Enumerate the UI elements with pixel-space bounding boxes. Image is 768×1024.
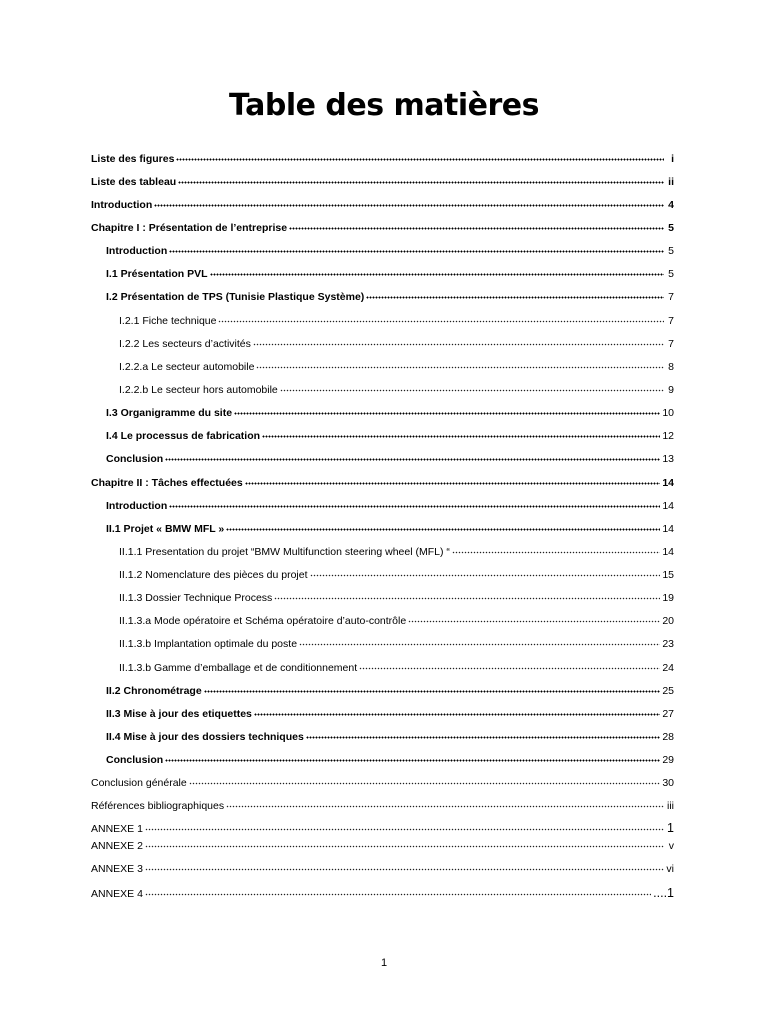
toc-entry-ii-3[interactable] xyxy=(106,701,674,720)
toc-entry-label: Liste des figures xyxy=(91,153,175,165)
toc-entry-page: 9 xyxy=(668,384,674,396)
dot-leader xyxy=(245,470,661,486)
dot-leader xyxy=(169,493,660,509)
toc-entry-i-2-2-b[interactable] xyxy=(119,377,674,396)
toc-entry-label: II.1.3.b Gamme d’emballage et de conditionnement xyxy=(119,662,358,674)
toc-entry-page: vi xyxy=(666,863,674,875)
toc-entry-page: 14 xyxy=(662,523,674,535)
toc-entry-ii-1-3-b-gamme[interactable] xyxy=(119,655,674,674)
toc-entry-page: 5 xyxy=(668,222,674,234)
toc-entry-label: I.4 Le processus de fabrication xyxy=(106,430,261,442)
toc-entry-label: I.2.1 Fiche technique xyxy=(119,315,217,327)
toc-entry-annexe-2[interactable] xyxy=(91,833,674,852)
toc-entry-i-3[interactable] xyxy=(106,400,674,419)
toc-entry-references[interactable] xyxy=(91,793,674,812)
toc-entry-page: v xyxy=(668,840,674,852)
toc-entry-label: Références bibliographiques xyxy=(91,800,225,812)
dot-leader xyxy=(204,678,661,694)
toc-entry-label: II.4 Mise à jour des dossiers techniques xyxy=(106,731,304,743)
toc-entry-ii-1[interactable] xyxy=(106,516,674,535)
toc-entry-label: Conclusion xyxy=(106,453,164,465)
toc-entry-label: Introduction xyxy=(106,245,168,257)
toc-entry-annexe-3[interactable] xyxy=(91,856,674,875)
toc-entry-label: I.2 Présentation de TPS (Tunisie Plastique Système) xyxy=(106,291,365,303)
toc-entry-i-4[interactable] xyxy=(106,423,674,442)
dot-leader xyxy=(210,261,664,277)
toc-entry-label: II.1.1 Presentation du projet “BMW Multifunction steering wheel (MFL) “ xyxy=(119,546,450,558)
dot-leader xyxy=(145,881,651,897)
toc-entry-page: 7 xyxy=(668,315,674,327)
dot-leader xyxy=(408,608,660,624)
dot-leader xyxy=(306,724,660,740)
toc-entry-label: II.2 Chronométrage xyxy=(106,685,202,697)
toc-entry-label: I.2.2.a Le secteur automobile xyxy=(119,361,255,373)
toc-entry-introduction[interactable] xyxy=(91,192,674,211)
toc-entry-annexe-1[interactable] xyxy=(91,816,674,835)
toc-entry-page: 24 xyxy=(662,662,674,674)
dot-leader xyxy=(226,516,660,532)
toc-entry-page: 25 xyxy=(662,685,674,697)
dot-leader xyxy=(359,655,660,671)
toc-entry-label: ANNEXE 4 xyxy=(91,888,143,900)
dot-leader xyxy=(165,446,660,462)
dot-leader xyxy=(218,308,664,324)
toc-entry-ii-4[interactable] xyxy=(106,724,674,743)
toc-entry-ch2-introduction[interactable] xyxy=(106,493,674,512)
toc-entry-page: 15 xyxy=(662,569,674,581)
dot-leader xyxy=(274,585,660,601)
dot-leader xyxy=(254,701,660,717)
toc-entry-i-2-2[interactable] xyxy=(119,331,674,350)
dot-leader xyxy=(189,770,661,786)
toc-entry-page: 10 xyxy=(662,407,674,419)
toc-entry-i-2-1[interactable] xyxy=(119,308,674,327)
toc-entry-ch1-conclusion[interactable] xyxy=(106,446,674,465)
dot-leader xyxy=(310,562,661,578)
toc-entry-page: 30 xyxy=(662,777,674,789)
dot-leader xyxy=(165,747,660,763)
toc-entry-ii-1-3-a[interactable] xyxy=(119,608,674,627)
toc-entry-page: 14 xyxy=(662,500,674,512)
toc-entry-i-1[interactable] xyxy=(106,261,674,280)
dot-leader xyxy=(253,331,664,347)
toc-entry-ii-1-3-b[interactable] xyxy=(119,631,674,650)
toc-entry-liste-des-figures[interactable] xyxy=(91,146,674,165)
toc-entry-page: i xyxy=(671,153,674,165)
toc-entry-page: 7 xyxy=(668,291,674,303)
toc-entry-page: 14 xyxy=(662,477,674,489)
toc-entry-page: 13 xyxy=(662,453,674,465)
dot-leader xyxy=(262,423,660,439)
toc-entry-label: II.1 Projet « BMW MFL » xyxy=(106,523,225,535)
dot-leader xyxy=(256,354,664,370)
toc-entry-ii-1-3[interactable] xyxy=(119,585,674,604)
dot-leader xyxy=(169,238,664,254)
dot-leader xyxy=(145,816,664,832)
toc-entry-page: 4 xyxy=(668,199,674,211)
toc-entry-page: 19 xyxy=(662,592,674,604)
dot-leader xyxy=(234,400,660,416)
document-title: Table des matières xyxy=(229,88,539,123)
toc-entry-page: 14 xyxy=(662,546,674,558)
toc-entry-label: II.3 Mise à jour des etiquettes xyxy=(106,708,252,720)
toc-entry-page: 12 xyxy=(662,430,674,442)
toc-entry-liste-des-tableau[interactable] xyxy=(91,169,674,188)
toc-entry-page: ii xyxy=(668,176,674,188)
toc-entry-label: I.2.2.b Le secteur hors automobile xyxy=(119,384,278,396)
toc-entry-annexe-4[interactable] xyxy=(91,881,674,900)
toc-entry-ch2-conclusion[interactable] xyxy=(106,747,674,766)
toc-entry-i-2-2-a[interactable] xyxy=(119,354,674,373)
toc-entry-label: I.3 Organigramme du site xyxy=(106,407,233,419)
page-number: 1 xyxy=(380,957,388,969)
toc-entry-label: I.1 Présentation PVL xyxy=(106,268,208,280)
toc-entry-page: iii xyxy=(667,800,674,812)
toc-entry-page: 29 xyxy=(662,754,674,766)
dot-leader xyxy=(145,856,664,872)
toc-entry-label: Chapitre II : Tâches effectuées xyxy=(91,477,243,489)
dot-leader xyxy=(145,833,664,849)
toc-entry-chapitre-1[interactable] xyxy=(91,215,674,234)
toc-entry-label: ANNEXE 3 xyxy=(91,863,143,875)
dot-leader xyxy=(178,169,664,185)
toc-entry-page: 28 xyxy=(662,731,674,743)
toc-entry-page: 1 xyxy=(667,821,674,835)
toc-entry-ii-2[interactable] xyxy=(106,678,674,697)
toc-entry-label: Introduction xyxy=(91,199,153,211)
toc-entry-label: Conclusion xyxy=(106,754,164,766)
toc-entry-label: I.2.2 Les secteurs d’activités xyxy=(119,338,251,350)
toc-entry-label: Liste des tableau xyxy=(91,176,177,188)
toc-entry-ch1-introduction[interactable] xyxy=(106,238,674,257)
toc-entry-page: 5 xyxy=(668,245,674,257)
toc-entry-label: Conclusion générale xyxy=(91,777,187,789)
toc-entry-page: 5 xyxy=(668,268,674,280)
toc-entry-page: 27 xyxy=(662,708,674,720)
toc-entry-page: 20 xyxy=(662,615,674,627)
toc-entry-page: 23 xyxy=(662,638,674,650)
toc-entry-label: ANNEXE 2 xyxy=(91,840,143,852)
dot-leader xyxy=(176,146,664,162)
toc-entry-label: II.1.3.a Mode opératoire et Schéma opératoire d’auto-contrôle xyxy=(119,615,407,627)
toc-entry-label: II.1.3 Dossier Technique Process xyxy=(119,592,273,604)
toc-entry-i-2[interactable] xyxy=(106,284,674,303)
toc-entry-label: Chapitre I : Présentation de l’entreprise xyxy=(91,222,288,234)
toc-entry-ii-1-2[interactable] xyxy=(119,562,674,581)
dot-leader xyxy=(366,284,664,300)
dot-leader xyxy=(280,377,664,393)
dot-leader xyxy=(226,793,664,809)
toc-entry-label: ANNEXE 1 xyxy=(91,823,143,835)
dot-leader xyxy=(289,215,664,231)
toc-entry-label: Introduction xyxy=(106,500,168,512)
toc-entry-conclusion-generale[interactable] xyxy=(91,770,674,789)
toc-entry-page: 8 xyxy=(668,361,674,373)
toc-entry-page: 7 xyxy=(668,338,674,350)
dot-leader xyxy=(154,192,664,208)
toc-entry-label: II.1.2 Nomenclature des pièces du projet xyxy=(119,569,308,581)
toc-entry-chapitre-2[interactable] xyxy=(91,470,674,489)
dot-leader xyxy=(299,631,660,647)
toc-entry-page: ....1 xyxy=(653,886,674,900)
toc-entry-label: II.1.3.b Implantation optimale du poste xyxy=(119,638,298,650)
toc-entry-ii-1-1[interactable] xyxy=(119,539,674,558)
dot-leader xyxy=(452,539,660,555)
